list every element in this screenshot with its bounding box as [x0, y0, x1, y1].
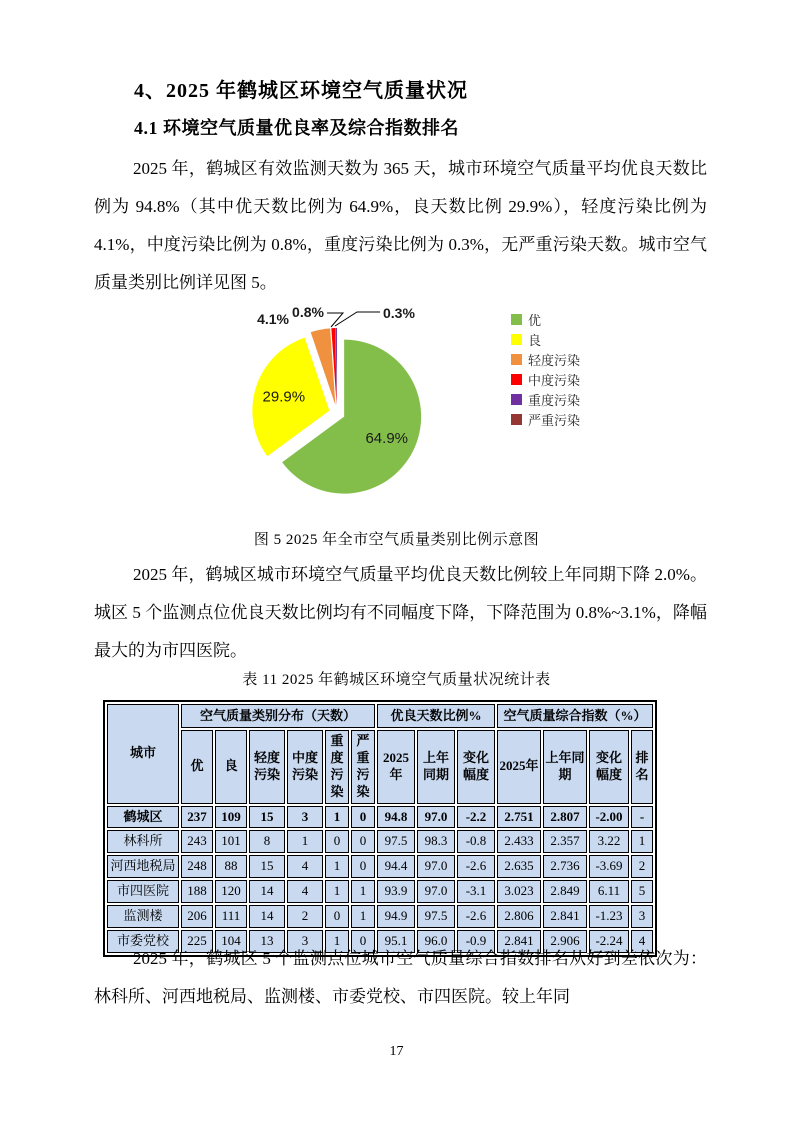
legend-label: 良 [528, 333, 542, 348]
legend-item [511, 410, 580, 429]
table-cell: 2.433 [497, 830, 541, 853]
table-cell: 109 [215, 806, 247, 829]
table-col-header: 中度污染 [287, 730, 323, 804]
table-group-header: 优良天数比例% [377, 704, 495, 728]
table-cell: 97.0 [417, 806, 455, 829]
table-cell: 2 [631, 855, 653, 878]
legend-item [511, 350, 580, 369]
table-cell: 4 [631, 930, 653, 953]
pie-callout-label: 4.1% [257, 311, 289, 327]
table-cell: 248 [181, 855, 213, 878]
table-col-header: 严重污染 [351, 730, 375, 804]
air-quality-table [103, 700, 657, 957]
table-cell: 0 [351, 830, 375, 853]
table-col-header: 2025年 [377, 730, 415, 804]
table-cell: 88 [215, 855, 247, 878]
table-cell: 2.751 [497, 806, 541, 829]
legend-label: 优 [528, 313, 542, 328]
table-cell: 3.22 [589, 830, 629, 853]
legend-swatch [511, 394, 522, 405]
table-cell: 97.0 [417, 855, 455, 878]
table-head [107, 704, 653, 804]
legend-swatch [511, 354, 522, 365]
pie-callout-label: 0.8% [292, 304, 324, 320]
page-number: 17 [389, 1044, 404, 1059]
pie-svg [95, 300, 705, 520]
table-col-header: 良 [215, 730, 247, 804]
table-cell: 2.906 [543, 930, 587, 953]
table-cell: 97.0 [417, 880, 455, 903]
table-cell: 206 [181, 905, 213, 928]
table-cell: -2.6 [457, 905, 495, 928]
table-cell: 0 [351, 930, 375, 953]
table-cell: 94.4 [377, 855, 415, 878]
table-col-header: 上年同期 [417, 730, 455, 804]
table-cell: 5 [631, 880, 653, 903]
table-cell: 111 [215, 905, 247, 928]
pie-data-label: 29.9% [262, 388, 306, 406]
table-cell: -2.6 [457, 855, 495, 878]
table-cell: 15 [249, 855, 285, 878]
table-cell: 6.11 [589, 880, 629, 903]
table-col-header: 重度污染 [325, 730, 349, 804]
table-cell: 97.5 [377, 830, 415, 853]
legend-swatch [511, 334, 522, 345]
pie-data-label: 64.9% [365, 430, 409, 448]
table-cell: 13 [249, 930, 285, 953]
paragraph-3: 2025 年，鹤城区 5 个监测点位城市空气质量综合指数排名从好到差依次为：林科所、河西地税局、监测楼、市委党校、市四医院。较上年同 [94, 949, 707, 1006]
table-cell: 95.1 [377, 930, 415, 953]
table-cell: -0.8 [457, 830, 495, 853]
table-cell: 8 [249, 830, 285, 853]
legend-label: 轻度污染 [528, 353, 581, 368]
pie-chart-figure [95, 300, 735, 520]
table-cell: 98.3 [417, 830, 455, 853]
table-cell: 1 [287, 830, 323, 853]
table-cell: 97.5 [417, 905, 455, 928]
table-group-header: 空气质量类别分布（天数） [181, 704, 375, 728]
table-cell: 104 [215, 930, 247, 953]
table-col-header: 排名 [631, 730, 653, 804]
table-cell: -0.9 [457, 930, 495, 953]
pie-callout-label: 0.3% [383, 305, 415, 321]
table-col-header: 2025年 [497, 730, 541, 804]
table-row [107, 806, 653, 829]
site-name-cell: 林科所 [107, 830, 179, 853]
site-name-cell: 河西地税局 [107, 855, 179, 878]
pie-legend [511, 310, 580, 430]
table-cell: 2 [287, 905, 323, 928]
table-cell: 96.0 [417, 930, 455, 953]
table-cell: 0 [351, 855, 375, 878]
table-cell: 0 [351, 806, 375, 829]
table-cell: -2.24 [589, 930, 629, 953]
table-row [107, 855, 653, 878]
table-cell: 1 [631, 830, 653, 853]
table-cell: 243 [181, 830, 213, 853]
legend-label: 严重污染 [528, 413, 581, 428]
table-cell: 2.849 [543, 880, 587, 903]
table-cell: 1 [325, 880, 349, 903]
table-cell: -3.1 [457, 880, 495, 903]
site-name-cell: 监测楼 [107, 905, 179, 928]
table-caption: 表 11 2025 年鹤城区环境空气质量状况统计表 [242, 672, 551, 688]
table-cell: - [631, 806, 653, 829]
legend-item [511, 390, 580, 409]
table-cell: 94.9 [377, 905, 415, 928]
site-name-cell: 鹤城区 [107, 806, 179, 829]
table-cell: 2.736 [543, 855, 587, 878]
table-cell: 2.841 [543, 905, 587, 928]
subsection-title: 4.1 环境空气质量优良率及综合指数排名 [134, 118, 459, 138]
table-col-header: 变化幅度 [589, 730, 629, 804]
table-cell: 4 [287, 855, 323, 878]
table-col-header: 优 [181, 730, 213, 804]
table-cell: 188 [181, 880, 213, 903]
legend-item [511, 370, 580, 389]
table-body [107, 806, 653, 953]
table-cell: -3.69 [589, 855, 629, 878]
table-cell: 2.357 [543, 830, 587, 853]
table-cell: 14 [249, 880, 285, 903]
figure-caption: 图 5 2025 年全市空气质量类别比例示意图 [253, 532, 540, 548]
table-cell: -2.2 [457, 806, 495, 829]
legend-label: 中度污染 [528, 373, 581, 388]
table-cell: 1 [325, 806, 349, 829]
table-cell: 3 [631, 905, 653, 928]
paragraph-2: 2025 年，鹤城区城市环境空气质量平均优良天数比例较上年同期下降 2.0%。城区 5 个监测点位优良天数比例均有不同幅度下降，下降范围为 0.8%~3.1%，降幅最大的为市四医院。 [94, 565, 707, 660]
table-cell: 101 [215, 830, 247, 853]
site-name-cell: 市委党校 [107, 930, 179, 953]
site-name-cell: 市四医院 [107, 880, 179, 903]
table-cell: 0 [325, 905, 349, 928]
table-cell: 15 [249, 806, 285, 829]
callout-leader-line [327, 313, 343, 327]
table-corner-header: 城市 [107, 704, 179, 804]
table-row [107, 905, 653, 928]
section-title: 4、2025 年鹤城区环境空气质量状况 [134, 80, 468, 102]
table-cell: 1 [325, 855, 349, 878]
table-col-header: 轻度污染 [249, 730, 285, 804]
table-cell: 4 [287, 880, 323, 903]
table-cell: 93.9 [377, 880, 415, 903]
table-cell: 225 [181, 930, 213, 953]
paragraph-1: 2025 年，鹤城区有效监测天数为 365 天，城市环境空气质量平均优良天数比例为 94.8%（其中优天数比例为 64.9%，良天数比例 29.9%），轻度污染比例为 4.1%，中度污染比例为 0.8%，重度污染比例为 0.3%，无严重污染天数。城市空气质量类别比例详见图 5。 [94, 159, 707, 292]
legend-label: 重度污染 [528, 393, 581, 408]
table-col-header: 变化幅度 [457, 730, 495, 804]
table-cell: 3 [287, 930, 323, 953]
table-group-header: 空气质量综合指数（%） [497, 704, 653, 728]
legend-item [511, 330, 580, 349]
table-cell: 3.023 [497, 880, 541, 903]
legend-item [511, 310, 580, 329]
table-row [107, 880, 653, 903]
legend-swatch [511, 374, 522, 385]
legend-swatch [511, 314, 522, 325]
table-cell: 2.806 [497, 905, 541, 928]
table-cell: 14 [249, 905, 285, 928]
table-row [107, 830, 653, 853]
table-cell: 1 [351, 880, 375, 903]
legend-swatch [511, 414, 522, 425]
table-cell: 3 [287, 806, 323, 829]
table-col-header: 上年同期 [543, 730, 587, 804]
table-cell: 94.8 [377, 806, 415, 829]
table-cell: 1 [351, 905, 375, 928]
table-cell: 237 [181, 806, 213, 829]
table-cell: -1.23 [589, 905, 629, 928]
table-cell: 0 [325, 830, 349, 853]
table-cell: 2.841 [497, 930, 541, 953]
table-cell: -2.00 [589, 806, 629, 829]
table-cell: 2.635 [497, 855, 541, 878]
table-cell: 2.807 [543, 806, 587, 829]
table-cell: 1 [325, 930, 349, 953]
table-cell: 120 [215, 880, 247, 903]
